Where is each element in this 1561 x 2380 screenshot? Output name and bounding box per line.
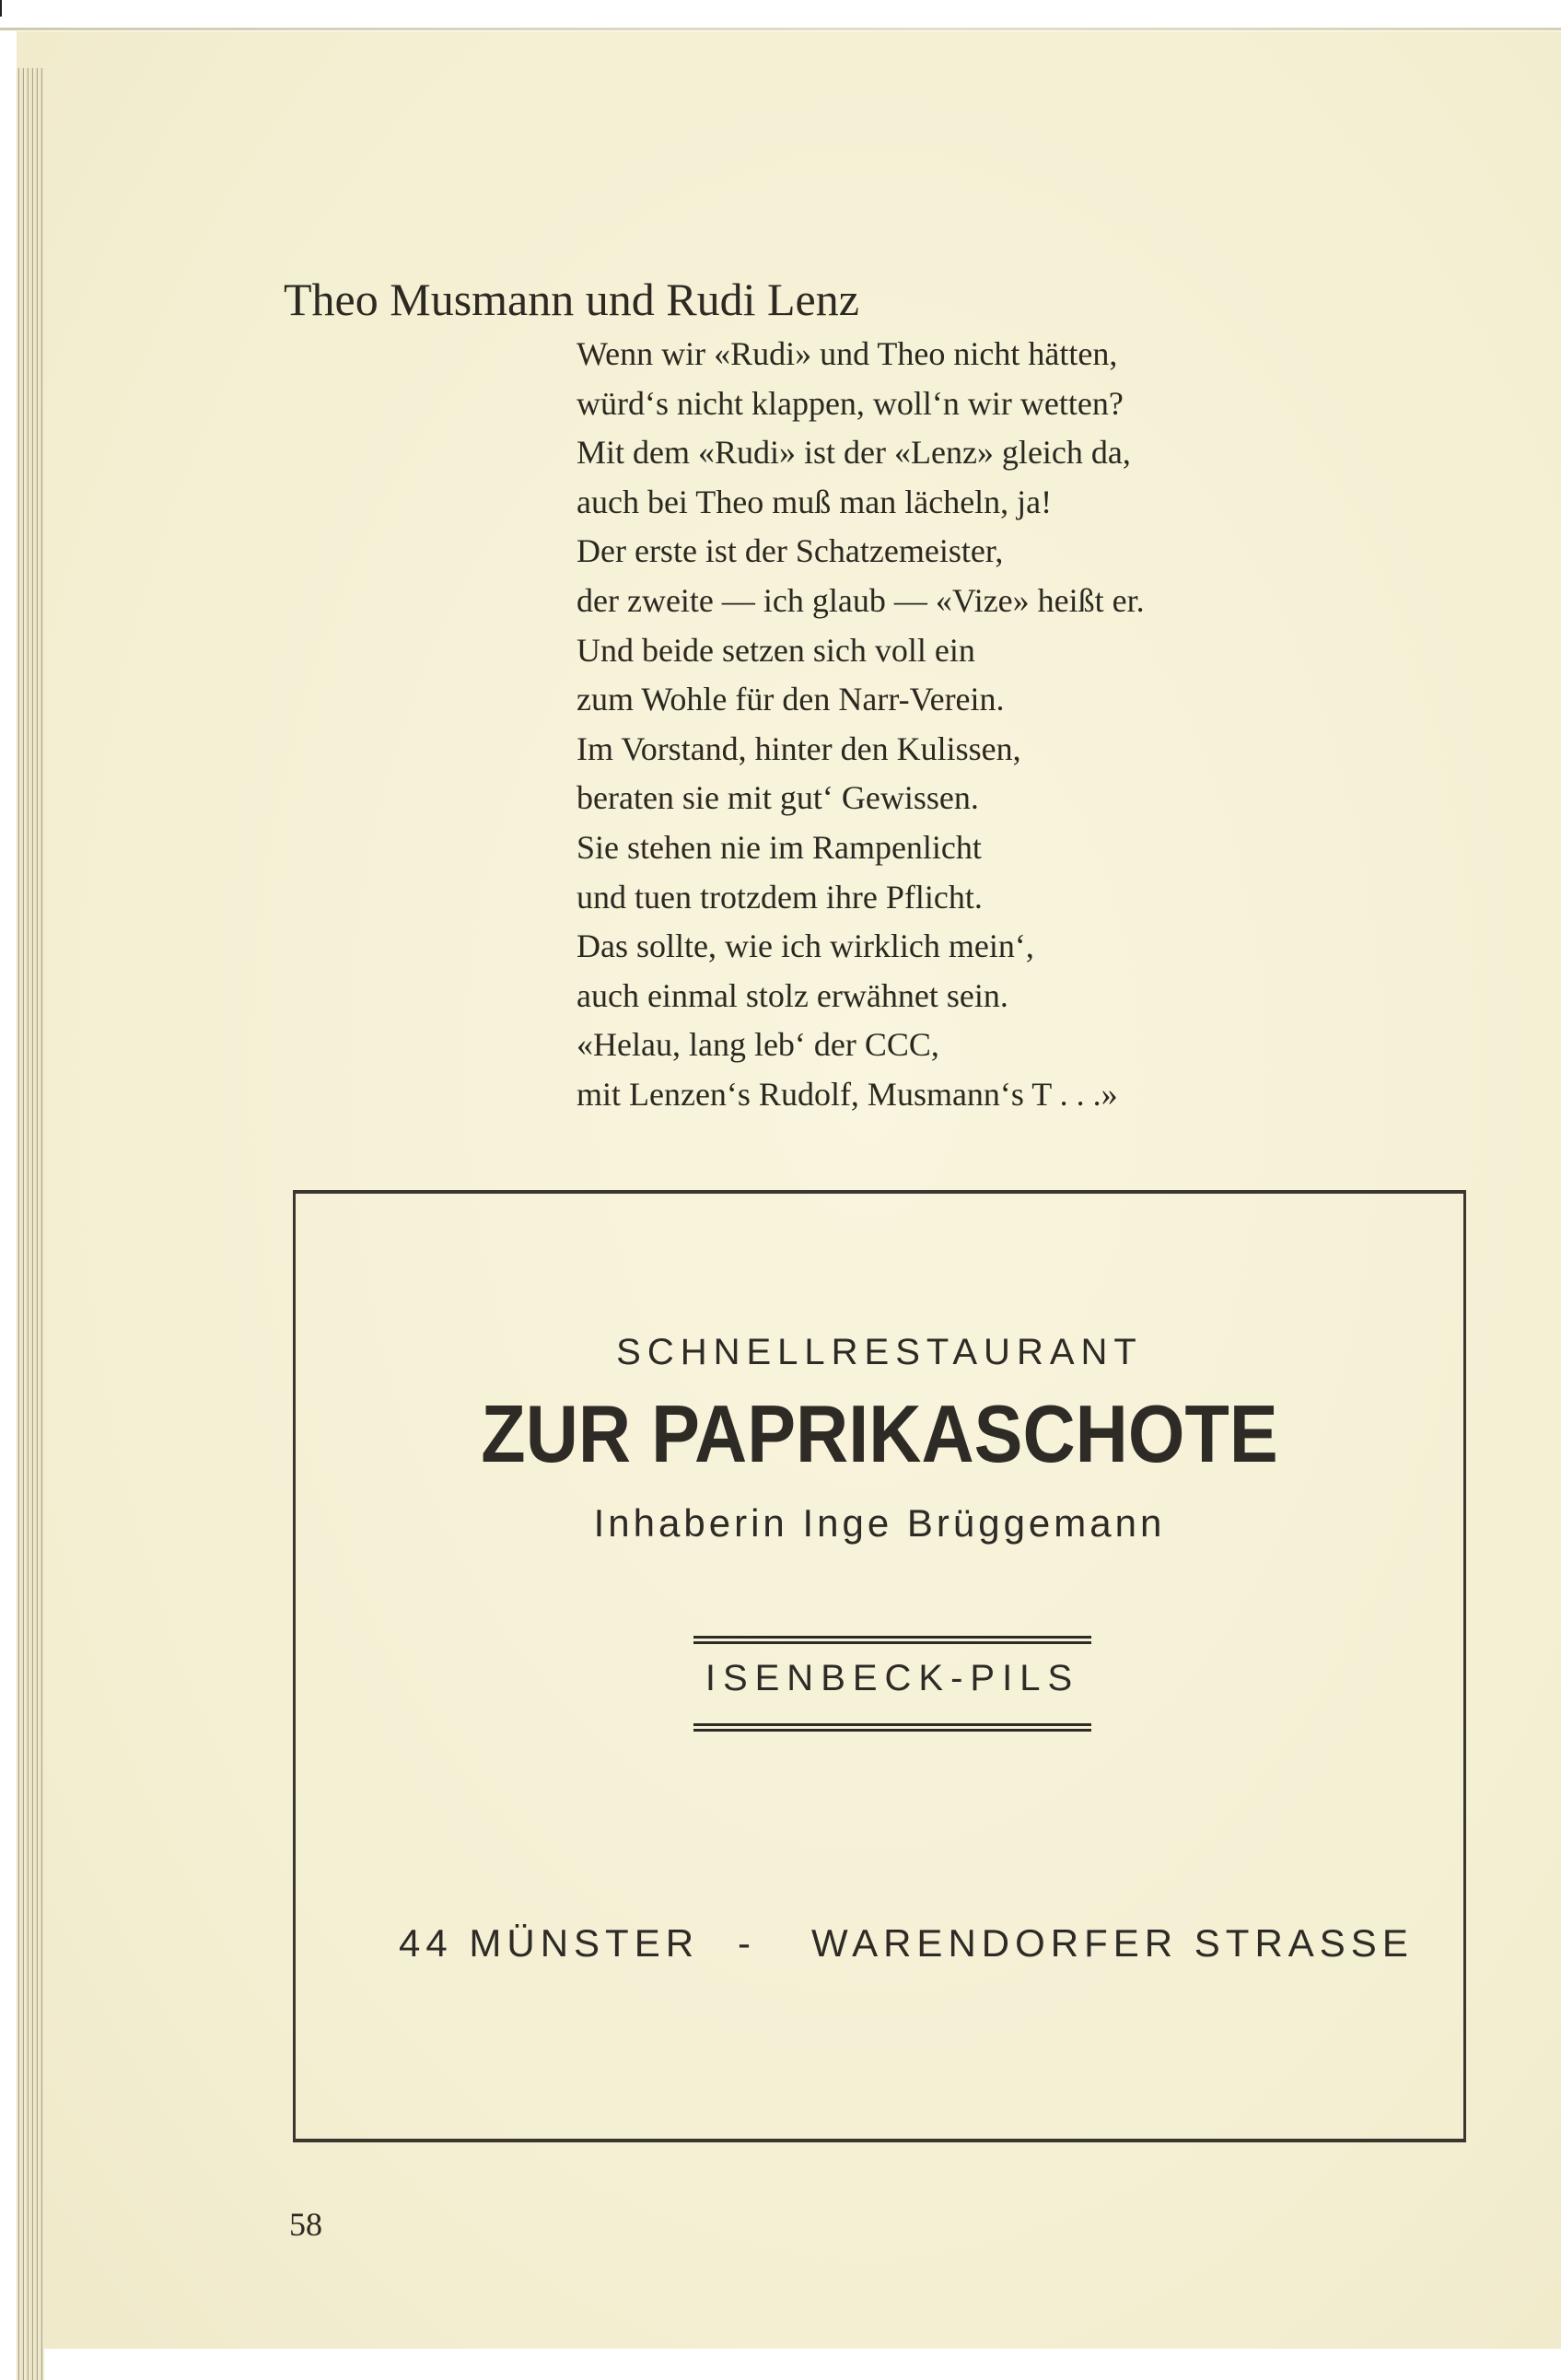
ad-address-separator: - [738,1921,756,1965]
poem-line: Der erste ist der Schatzemeister, [577,532,1004,570]
divider [693,1641,1091,1644]
ad-owner: Inhaberin Inge Brüggemann [593,1501,1166,1545]
page-number: 58 [289,2206,322,2243]
poem-line: Mit dem «Rudi» ist der «Lenz» gleich da, [577,434,1131,472]
poem-line: Sie stehen nie im Rampenlicht [577,828,982,866]
advertisement-box [293,1190,1466,2142]
poem-line: würd‘s nicht klappen, woll‘n wir wetten? [577,384,1124,422]
poem-line: Und beide setzen sich voll ein [577,631,975,669]
poem-line: beraten sie mit gut‘ Gewissen. [577,779,979,817]
divider [693,1636,1091,1639]
ad-address-city: 44 MÜNSTER [399,1921,700,1965]
poem-verse [577,330,1276,1120]
corner-mark [0,0,2,17]
poem-line: auch einmal stolz erwähnet sein. [577,976,1008,1014]
poem-title: Theo Musmann und Rudi Lenz [284,274,859,325]
poem-line: «Helau, lang leb‘ der CCC, [577,1026,939,1064]
divider [693,1729,1091,1732]
poem-line: zum Wohle für den Narr-Verein. [577,681,1005,718]
page-top-edge [0,28,1561,30]
page-stack-edges [17,68,44,2380]
poem-line: der zweite — ich glaub — «Vize» heißt er. [577,581,1145,619]
poem-line: Wenn wir «Rudi» und Theo nicht hätten, [577,335,1118,372]
poem-line: auch bei Theo muß man lächeln, ja! [577,483,1053,520]
ad-address-street: WARENDORFER STRASSE [811,1921,1414,1965]
ad-business-type: SCHNELLRESTAURANT [616,1332,1143,1372]
ad-beer-brand: ISENBECK-PILS [705,1658,1080,1698]
ad-beer-banner [693,1636,1091,1732]
ad-business-name: ZUR PAPRIKASCHOTE [481,1388,1278,1479]
divider [693,1723,1091,1726]
poem-line: Im Vorstand, hinter den Kulissen, [577,729,1021,767]
poem-line: und tuen trotzdem ihre Pflicht. [577,878,983,916]
ad-address [296,1921,1463,1977]
poem-line: Das sollte, wie ich wirklich mein‘, [577,928,1034,965]
poem-line: mit Lenzen‘s Rudolf, Musmann‘s T . . .» [577,1075,1118,1113]
